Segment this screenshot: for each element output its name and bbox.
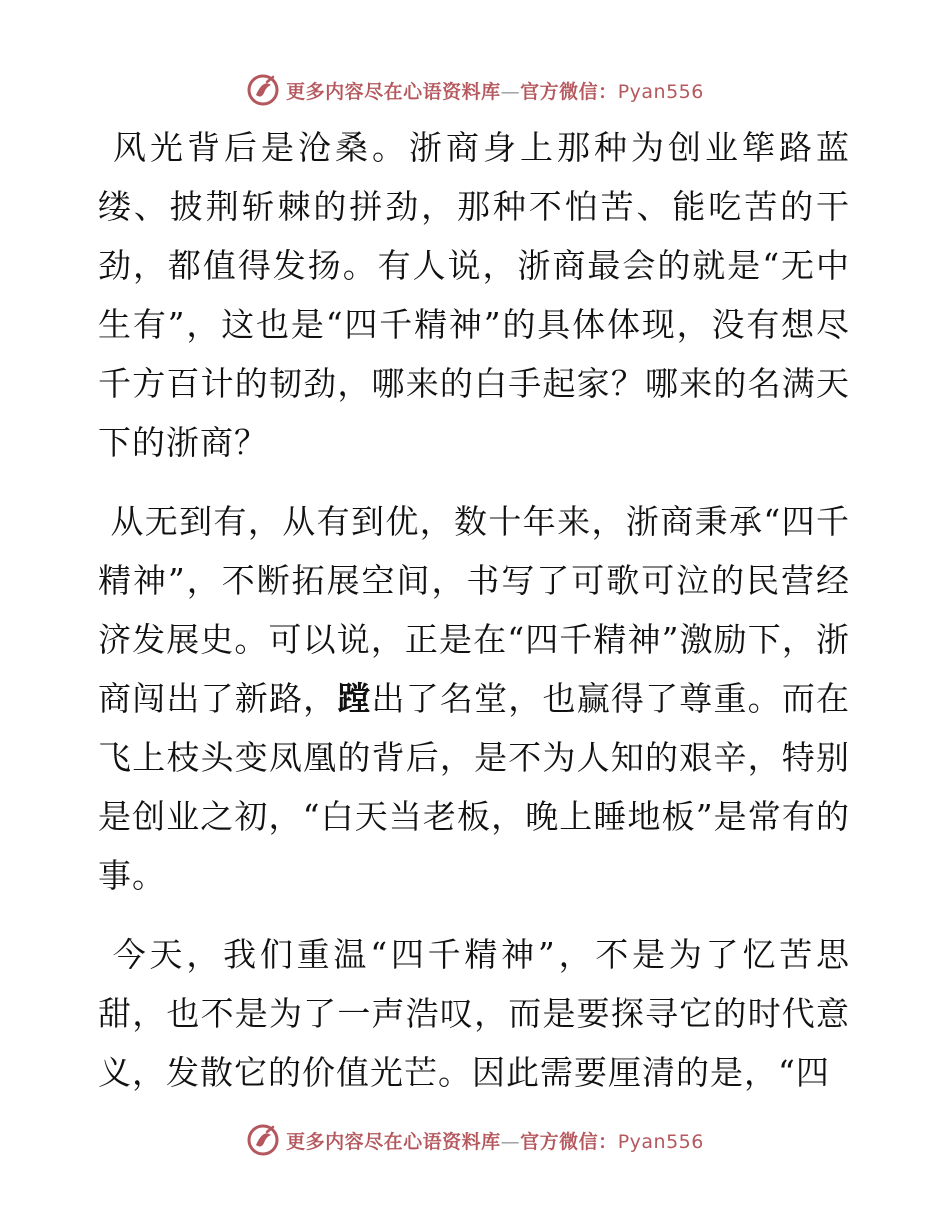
paragraph-3-text: 今天，我们重温“四千精神”，不是为了忆苦思甜，也不是为了一声浩叹，而是要探寻它的时代意义，发散它的价值光芒。因此需要厘清的是，“四 bbox=[98, 935, 850, 1092]
paragraph-2-text-before: 从无到有，从有到优，数十年来，浙商秉承“四千精神”，不断拓展空间，书写了可歌可泣的民营经济发展史。可以说，正是在“四千精神”激励下，浙商闯出了新路， bbox=[98, 502, 850, 718]
paragraph-2-text-after: 出了名堂，也赢得了尊重。而在飞上枝头变凤凰的背后，是不为人知的艰辛，特别是创业之初，“白天当老板，晚上睡地板”是常有的事。 bbox=[98, 679, 851, 895]
banner-text bbox=[286, 1127, 704, 1154]
paragraph-2-bold-glyph: 蹚 bbox=[337, 679, 372, 718]
document-body bbox=[98, 118, 850, 1122]
banner-account: Pyan556 bbox=[617, 80, 704, 103]
red-seal-logo-icon bbox=[246, 73, 280, 107]
banner-separator: — bbox=[500, 1130, 521, 1153]
banner-separator: — bbox=[500, 80, 521, 103]
banner-text bbox=[286, 77, 704, 104]
paragraph-1-text: 风光背后是沧桑。浙商身上那种为创业筚路蓝缕、披荆斩棘的拼劲，那种不怕苦、能吃苦的干劲，都值得发扬。有人说，浙商最会的就是“无中生有”，这也是“四千精神”的具体体现，没有想尽千方百计的韧劲，哪来的白手起家？哪来的名满天下的浙商？ bbox=[98, 128, 850, 462]
banner-label: 官方微信： bbox=[520, 1130, 618, 1153]
footer-watermark-banner bbox=[0, 1120, 950, 1160]
banner-account: Pyan556 bbox=[617, 1130, 704, 1153]
header-watermark-banner bbox=[0, 70, 950, 110]
banner-brand: 更多内容尽在心语资料库 bbox=[286, 1130, 501, 1153]
paragraph-2 bbox=[98, 492, 850, 905]
banner-brand: 更多内容尽在心语资料库 bbox=[286, 80, 501, 103]
banner-label: 官方微信： bbox=[520, 80, 618, 103]
paragraph-1 bbox=[98, 118, 850, 472]
red-seal-logo-icon bbox=[246, 1123, 280, 1157]
paragraph-3 bbox=[98, 925, 850, 1102]
